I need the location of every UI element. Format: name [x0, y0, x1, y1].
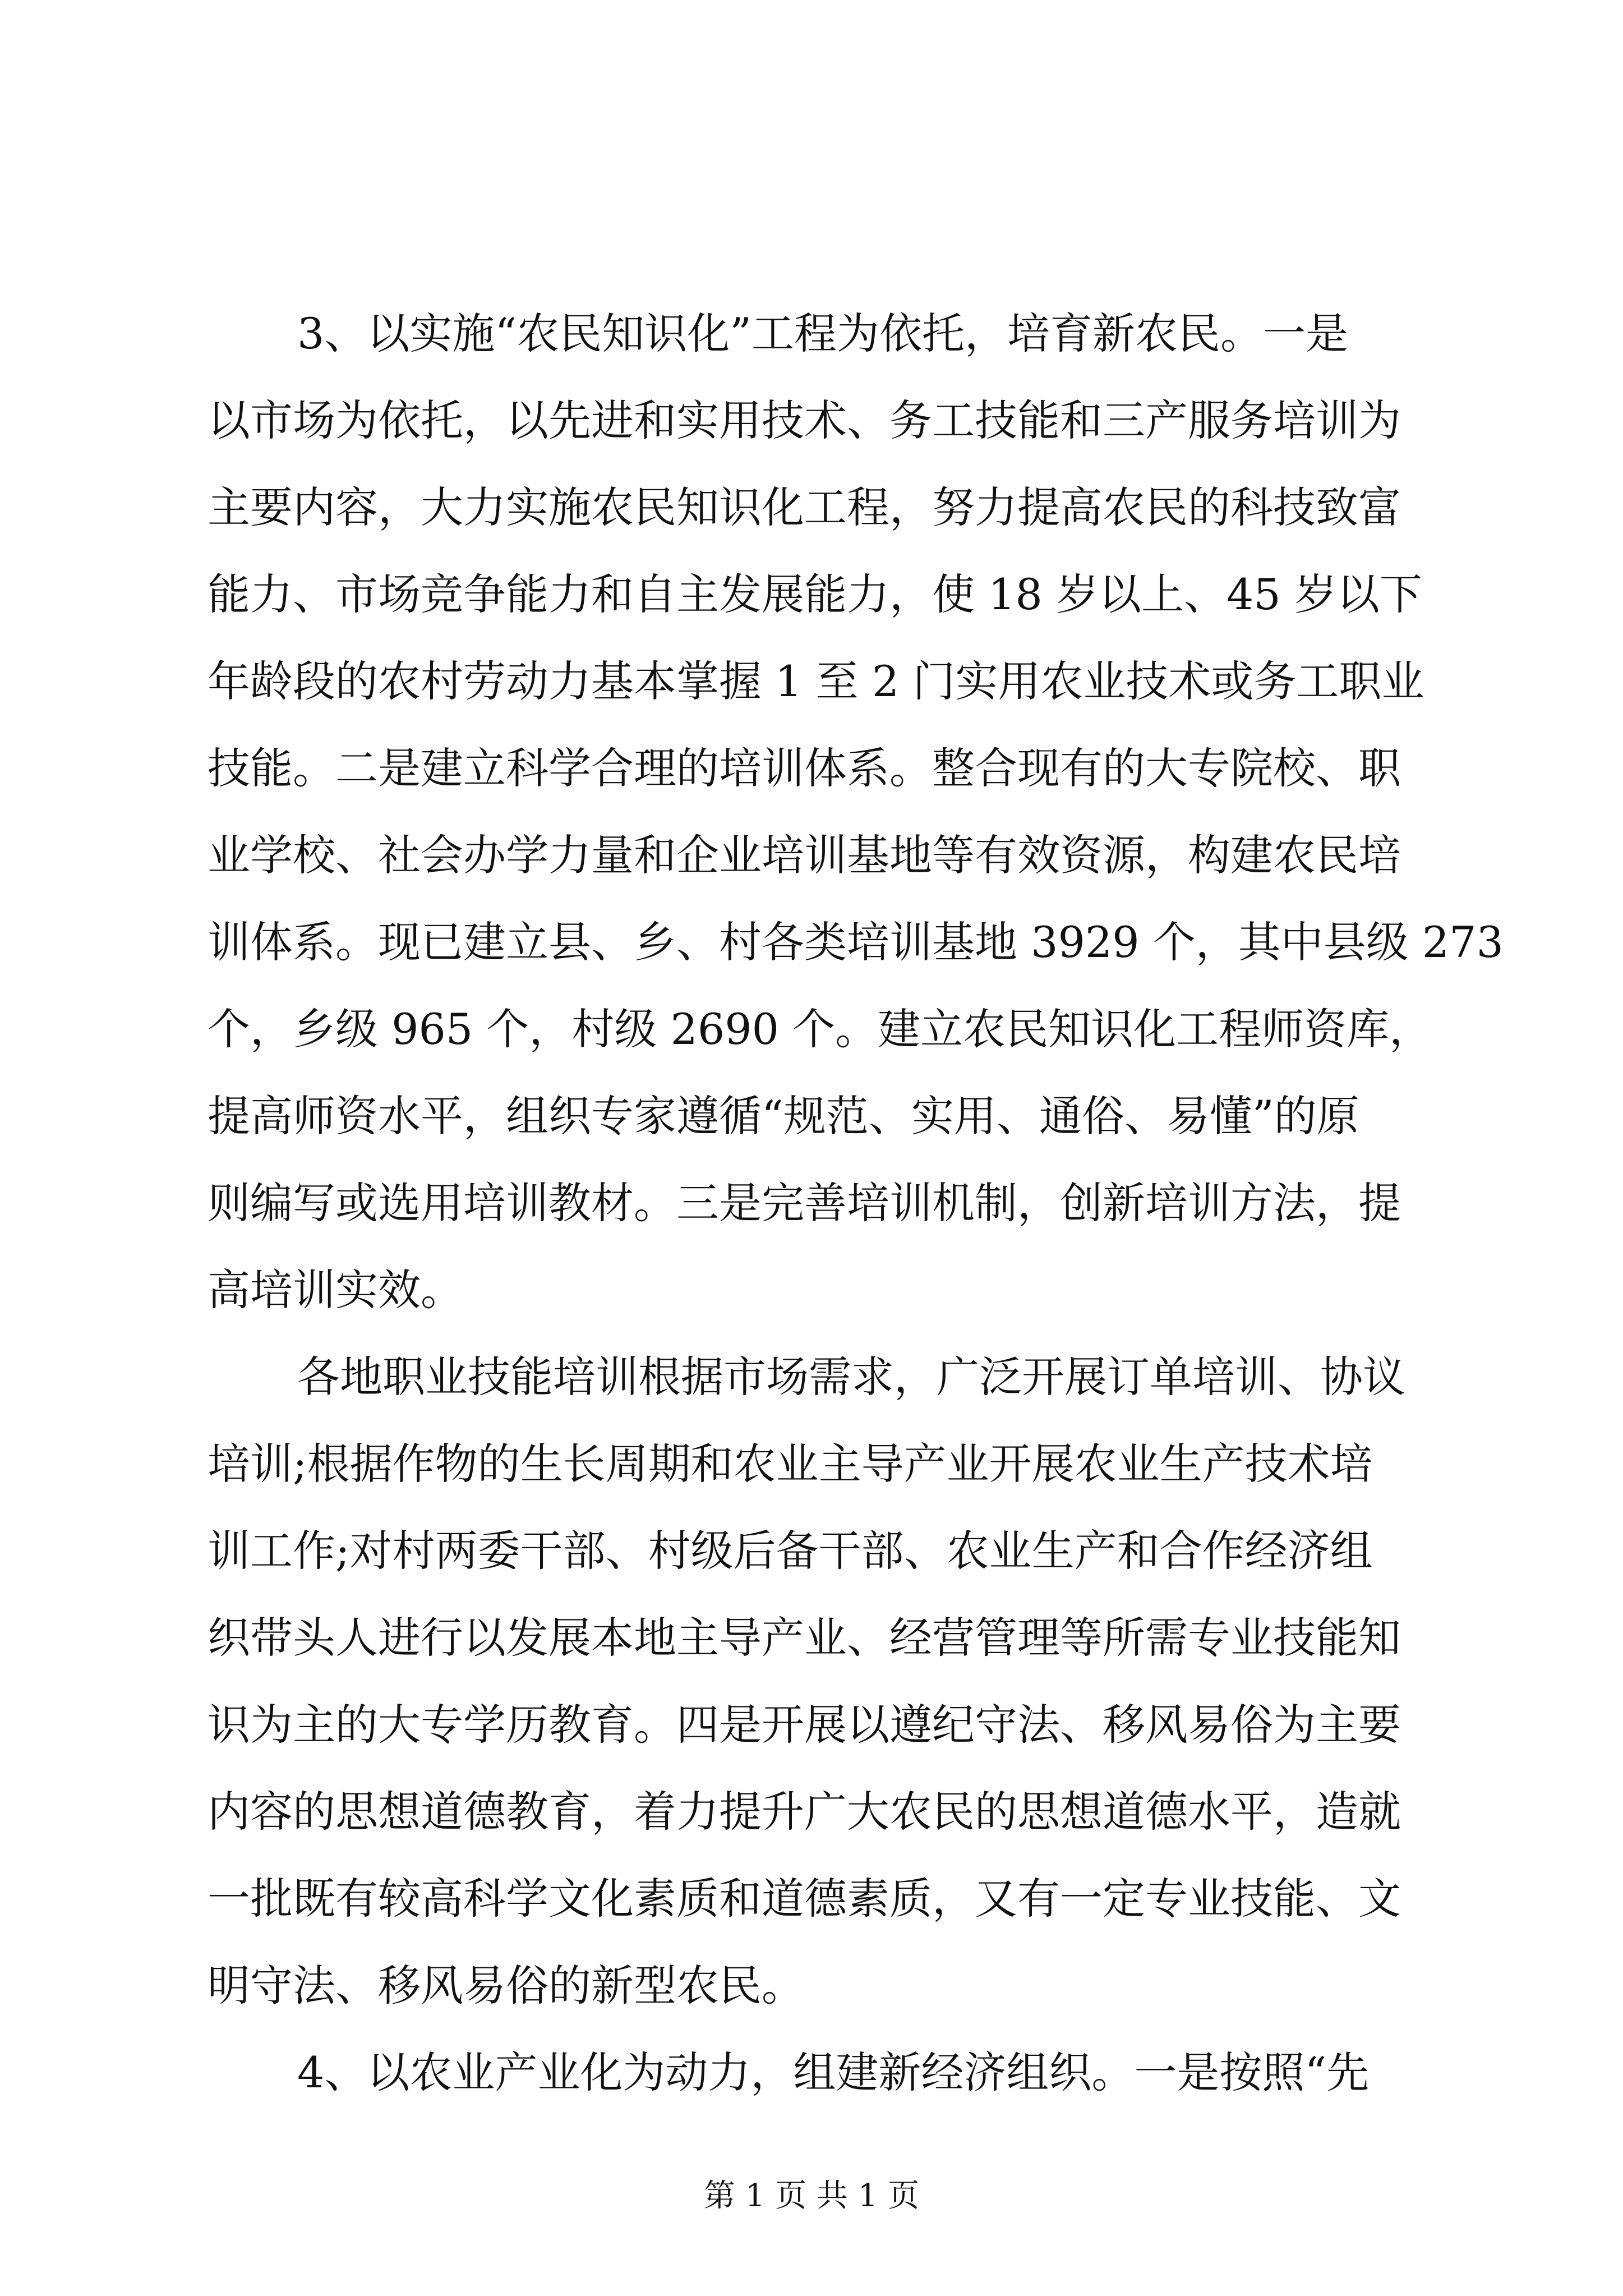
text-line: 3、以实施“农民知识化”工程为依托，培育新农民。一是: [297, 309, 1349, 358]
text-line: 织带头人进行以发展本地主导产业、经营管理等所需专业技能知: [208, 1613, 1401, 1663]
text-line: 主要内容，大力实施农民知识化工程，努力提高农民的科技致富: [208, 482, 1401, 532]
text-line: 则编写或选用培训教材。三是完善培训机制，创新培训方法，提: [208, 1178, 1401, 1228]
text-line: 以市场为依托，以先进和实用技术、务工技能和三产服务培训为: [208, 395, 1401, 445]
page-footer: 第 1 页 共 1 页: [703, 2178, 920, 2214]
text-line: 识为主的大专学历教育。四是开展以遵纪守法、移风易俗为主要: [208, 1700, 1401, 1750]
text-line: 业学校、社会办学力量和企业培训基地等有效资源，构建农民培: [208, 830, 1401, 880]
text-line: 提高师资水平，组织专家遵循“规范、实用、通俗、易懂”的原: [208, 1091, 1359, 1141]
text-line: 高培训实效。: [208, 1265, 463, 1315]
text-line: 能力、市场竞争能力和自主发展能力，使 18 岁以上、45 岁以下: [208, 569, 1422, 619]
text-line: 技能。二是建立科学合理的培训体系。整合现有的大专院校、职: [208, 743, 1401, 793]
text-line: 明守法、移风易俗的新型农民。: [208, 1961, 804, 2010]
text-line: 年龄段的农村劳动力基本掌握 1 至 2 门实用农业技术或务工职业: [208, 656, 1424, 706]
text-line: 内容的思想道德教育，着力提升广大农民的思想道德水平，造就: [208, 1787, 1401, 1837]
text-line: 各地职业技能培训根据市场需求，广泛开展订单培训、协议: [297, 1352, 1405, 1402]
text-line: 培训;根据作物的生长周期和农业主导产业开展农业生产技术培: [208, 1439, 1373, 1489]
text-line: 训工作;对村两委干部、村级后备干部、农业生产和合作经济组: [208, 1526, 1373, 1576]
text-line: 一批既有较高科学文化素质和道德素质，又有一定专业技能、文: [208, 1874, 1401, 1924]
text-line: 个，乡级 965 个，村级 2690 个。建立农民知识化工程师资库，: [208, 1004, 1432, 1054]
text-line: 4、以农业产业化为动力，组建新经济组织。一是按照“先: [297, 2047, 1370, 2097]
text-line: 训体系。现已建立县、乡、村各类培训基地 3929 个，其中县级 273: [208, 917, 1504, 967]
